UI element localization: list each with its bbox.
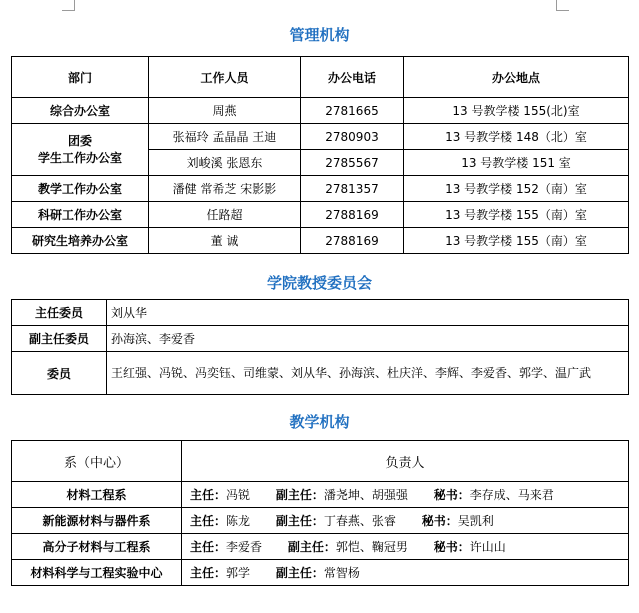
phone-cell: 2785567	[301, 150, 404, 176]
phone-cell: 2788169	[301, 228, 404, 254]
page-corner-mark-right	[556, 0, 569, 11]
section-title-committee: 学院教授委员会	[266, 274, 372, 292]
deputy-names: 常智杨	[323, 566, 360, 580]
member-names: 孙海滨、李爱香	[107, 326, 629, 352]
place-cell: 13 号教学楼 155（南）室	[404, 228, 629, 254]
column-header: 部门	[12, 57, 149, 98]
secretary-names: 吴凯利	[457, 514, 494, 528]
director-label: 主任：	[190, 488, 227, 502]
column-header: 办公地点	[404, 57, 629, 98]
teaching-table	[11, 440, 629, 586]
role-label: 委员	[12, 352, 107, 395]
page-corner-mark-left	[62, 0, 75, 11]
leaders-cell	[182, 482, 629, 508]
secretary-names: 许山山	[469, 540, 506, 554]
table-row	[12, 124, 629, 150]
table-row	[12, 176, 629, 202]
director-name: 陈龙	[226, 514, 251, 528]
section-title-management: 管理机构	[289, 26, 350, 44]
deputy-label: 副主任：	[275, 566, 324, 580]
secretary-label: 秘书：	[433, 488, 470, 502]
table-row	[12, 482, 629, 508]
staff-cell: 董 诚	[149, 228, 301, 254]
director-name: 郭学	[226, 566, 251, 580]
place-cell: 13 号教学楼 155(北)室	[404, 98, 629, 124]
staff-cell: 刘峻溪 张恩东	[149, 150, 301, 176]
secretary-names: 李存成、马来君	[469, 488, 554, 502]
secretary-label: 秘书：	[421, 514, 458, 528]
phone-cell: 2781357	[301, 176, 404, 202]
table-row	[12, 228, 629, 254]
column-header: 办公电话	[301, 57, 404, 98]
table-row	[12, 300, 629, 326]
dept-cell: 教学工作办公室	[12, 176, 149, 202]
management-table	[11, 56, 629, 254]
table-row	[12, 202, 629, 228]
staff-cell: 周燕	[149, 98, 301, 124]
table-header-row	[12, 441, 629, 482]
phone-cell: 2781665	[301, 98, 404, 124]
place-cell: 13 号教学楼 155（南）室	[404, 202, 629, 228]
table-row	[12, 98, 629, 124]
place-cell: 13 号教学楼 148（北）室	[404, 124, 629, 150]
table-row	[12, 508, 629, 534]
deputy-names: 郭恺、鞠冠男	[335, 540, 408, 554]
leaders-cell	[182, 508, 629, 534]
secretary-label: 秘书：	[433, 540, 470, 554]
director-name: 李爱香	[226, 540, 263, 554]
dept-cell: 材料工程系	[12, 482, 182, 508]
column-header: 工作人员	[149, 57, 301, 98]
table-row	[12, 560, 629, 586]
director-label: 主任：	[190, 540, 227, 554]
phone-cell: 2788169	[301, 202, 404, 228]
member-names: 王红强、冯锐、冯奕钰、司维蒙、刘从华、孙海滨、杜庆洋、李辉、李爱香、郭学、温广武	[107, 352, 629, 395]
role-label: 主任委员	[12, 300, 107, 326]
committee-table	[11, 299, 629, 395]
leaders-cell	[182, 560, 629, 586]
staff-cell: 任路超	[149, 202, 301, 228]
table-row	[12, 534, 629, 560]
role-label: 副主任委员	[12, 326, 107, 352]
deputy-names: 潘尧坤、胡强强	[323, 488, 408, 502]
deputy-label: 副主任：	[275, 488, 324, 502]
table-row	[12, 326, 629, 352]
deputy-label: 副主任：	[287, 540, 336, 554]
director-label: 主任：	[190, 566, 227, 580]
member-names: 刘从华	[107, 300, 629, 326]
place-cell: 13 号教学楼 152（南）室	[404, 176, 629, 202]
dept-cell: 材料科学与工程实验中心	[12, 560, 182, 586]
place-cell: 13 号教学楼 151 室	[404, 150, 629, 176]
dept-cell: 团委 学生工作办公室	[12, 124, 149, 176]
director-name: 冯锐	[226, 488, 251, 502]
dept-cell: 科研工作办公室	[12, 202, 149, 228]
column-header: 负责人	[182, 441, 629, 482]
leaders-cell	[182, 534, 629, 560]
dept-cell: 综合办公室	[12, 98, 149, 124]
dept-cell: 研究生培养办公室	[12, 228, 149, 254]
phone-cell: 2780903	[301, 124, 404, 150]
table-header-row	[12, 57, 629, 98]
director-label: 主任：	[190, 514, 227, 528]
dept-cell: 新能源材料与器件系	[12, 508, 182, 534]
deputy-names: 丁春燕、张睿	[323, 514, 396, 528]
deputy-label: 副主任：	[275, 514, 324, 528]
table-row	[12, 352, 629, 395]
staff-cell: 潘健 常希芝 宋影影	[149, 176, 301, 202]
column-header: 系（中心）	[12, 441, 182, 482]
dept-cell: 高分子材料与工程系	[12, 534, 182, 560]
section-title-teaching: 教学机构	[289, 413, 350, 431]
staff-cell: 张福玲 孟晶晶 王迪	[149, 124, 301, 150]
